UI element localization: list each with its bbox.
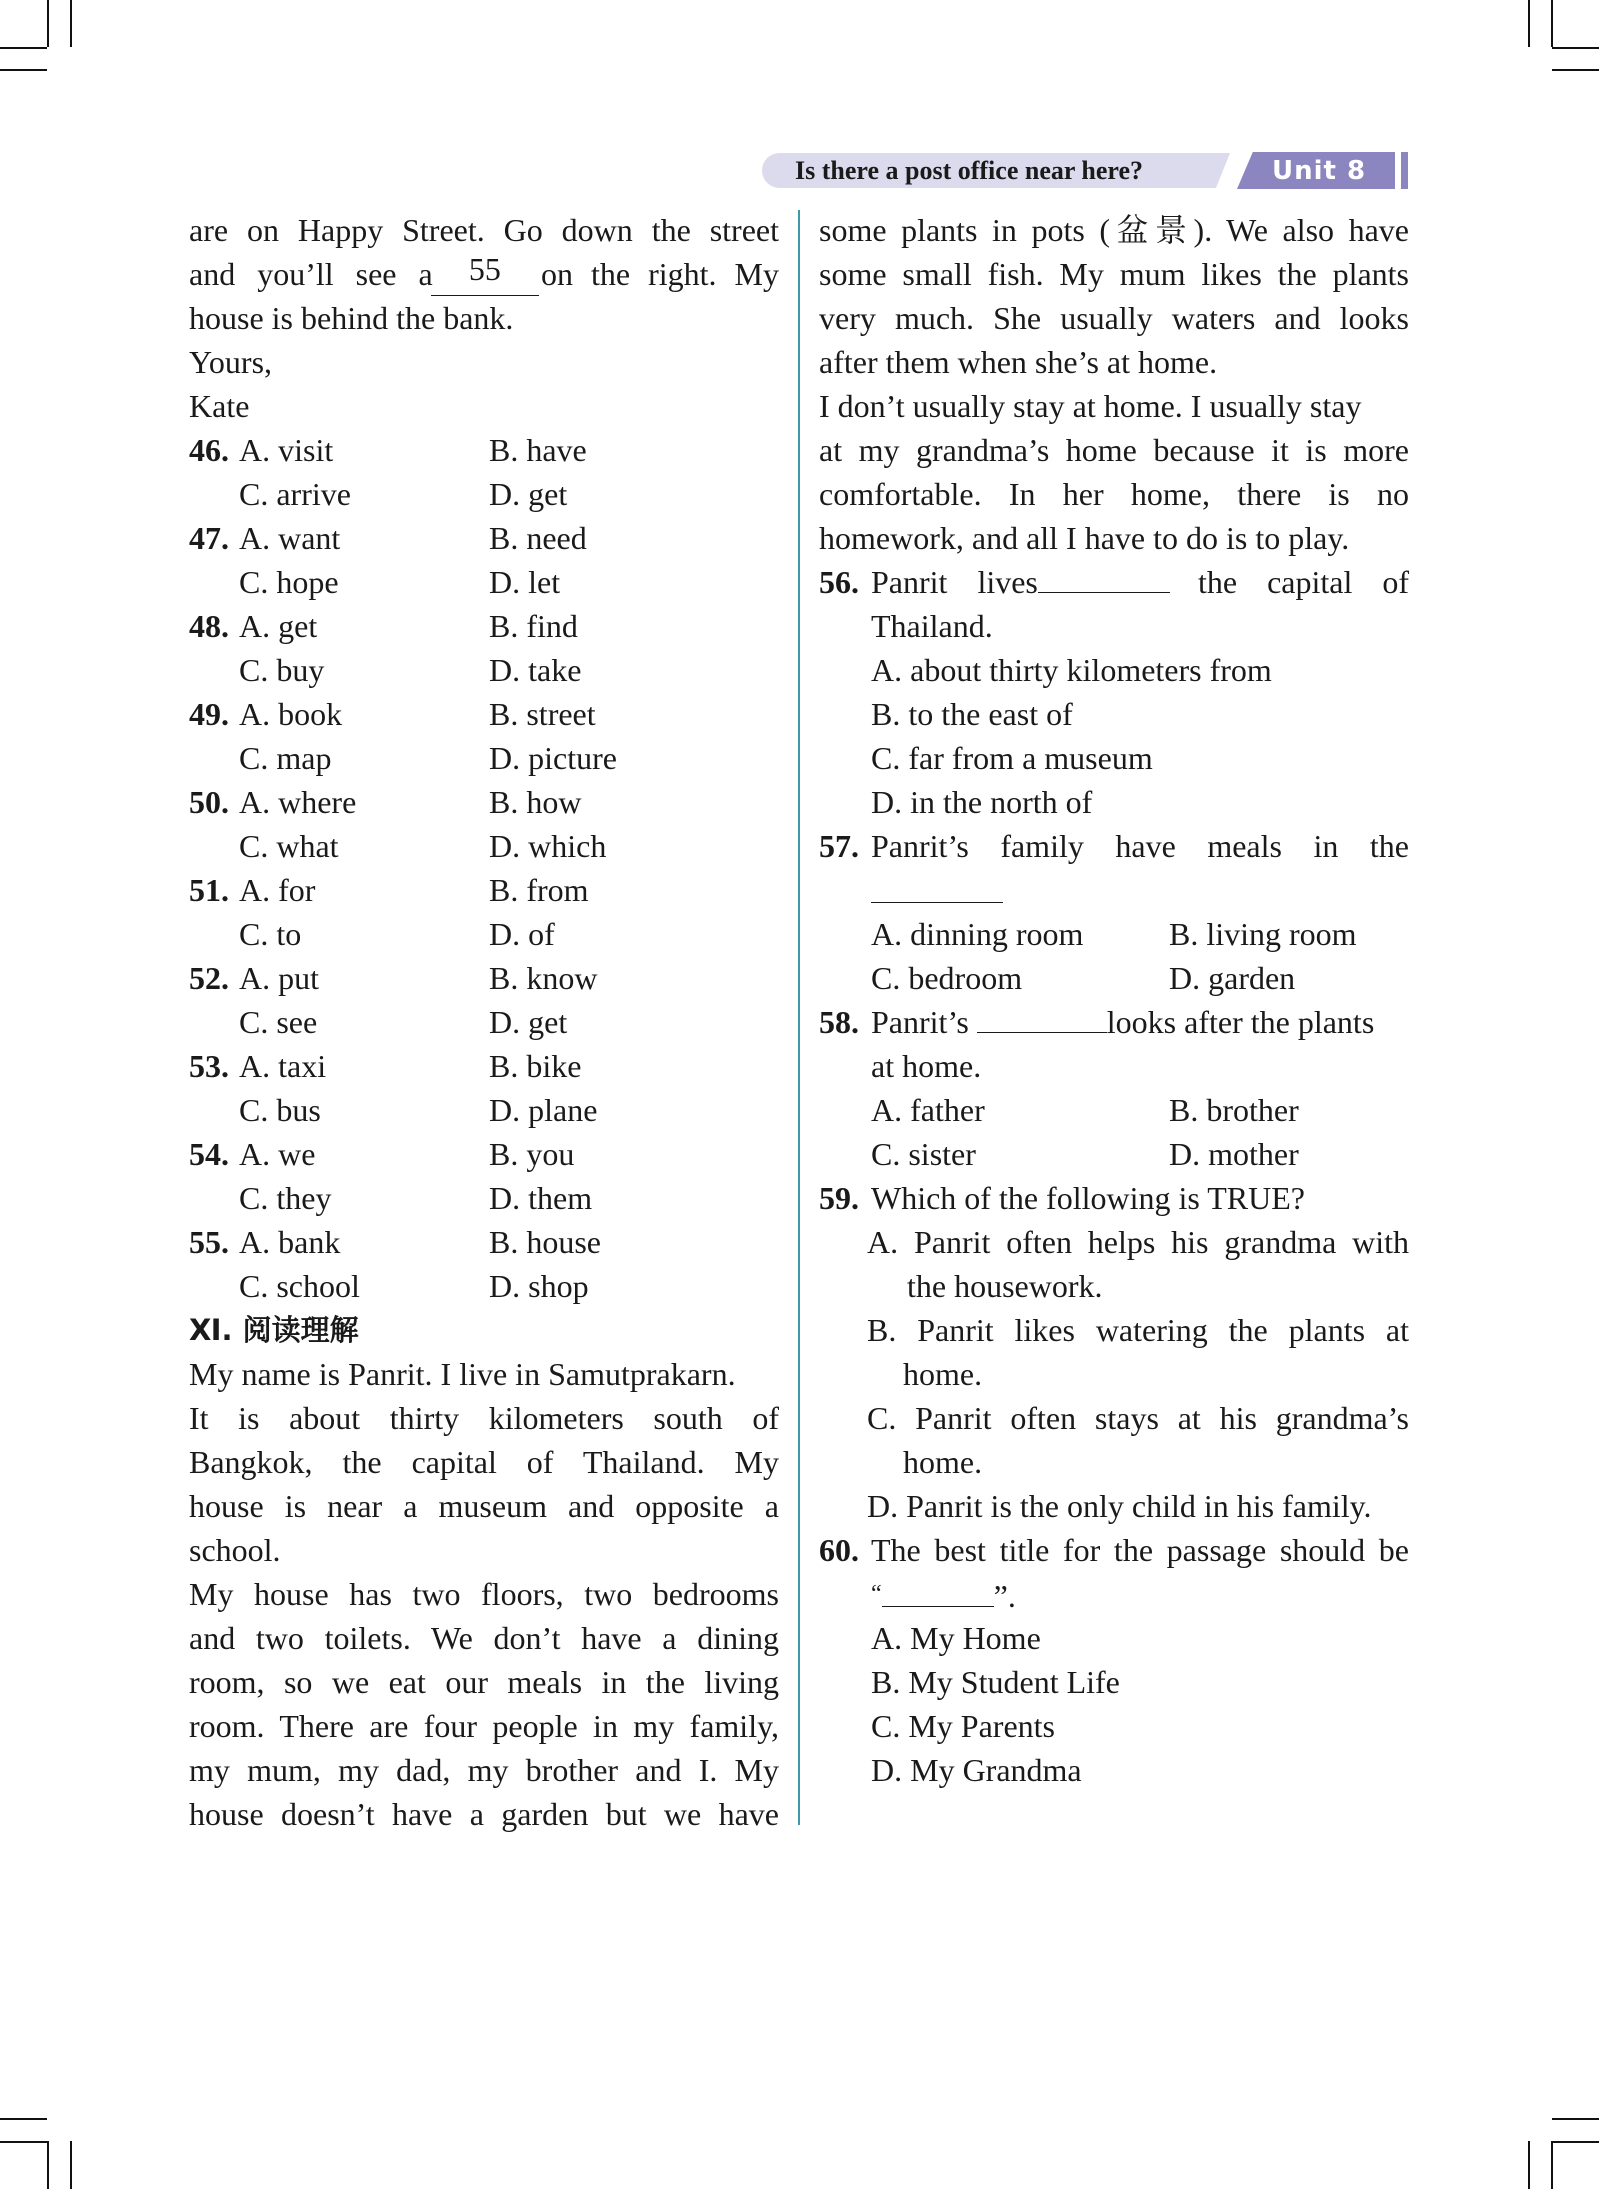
option-c[interactable]: C. school (239, 1268, 360, 1304)
crop-mark (70, 2141, 72, 2189)
stem-text: the capital of (1197, 564, 1409, 600)
question-number: 55. (189, 1224, 229, 1260)
question-number: 60. (819, 1532, 859, 1568)
cloze-options-row (189, 736, 779, 780)
crop-mark (1551, 0, 1553, 47)
option-a[interactable]: A. taxi (239, 1048, 327, 1084)
option-c[interactable]: C. bus (239, 1092, 321, 1128)
option-b[interactable]: B. you (489, 1136, 575, 1172)
column-divider (798, 210, 800, 1825)
option-b[interactable]: B. to the east of (871, 696, 1073, 732)
option-c[interactable]: C. they (239, 1180, 332, 1216)
option-c[interactable]: C. bedroom (871, 960, 1023, 996)
letter-line: house is behind the bank. (189, 300, 514, 336)
letter-line (189, 252, 779, 296)
cloze-options (189, 428, 779, 1308)
option-c[interactable]: C. My Parents (871, 1708, 1055, 1744)
answer-blank-line (871, 868, 1409, 912)
passage-line: house is near a museum and opposite a (189, 1488, 779, 1524)
option-c[interactable]: C. Panrit often stays at his grandma’s (867, 1400, 1409, 1436)
crop-mark (0, 2141, 47, 2143)
question-number: 58. (819, 1004, 859, 1040)
crop-mark (0, 47, 47, 49)
cloze-options-row (189, 1088, 779, 1132)
option-c[interactable]: C. what (239, 828, 339, 864)
cloze-question-55 (189, 1220, 779, 1264)
question-number: 56. (819, 564, 859, 600)
option-c[interactable]: C. arrive (239, 476, 351, 512)
passage-line: house doesn’t have a garden but we have (189, 1796, 779, 1832)
option-d[interactable]: D. Panrit is the only child in his family. (867, 1488, 1372, 1524)
stem-text: Panrit lives (871, 564, 1038, 600)
crop-mark (1552, 2118, 1599, 2120)
question-stem: Which of the following is TRUE? (871, 1180, 1305, 1216)
answer-blank[interactable] (1038, 592, 1170, 593)
option-b[interactable]: B. know (489, 960, 598, 996)
section-title: Ⅺ. 阅读理解 (189, 1313, 359, 1347)
option-d[interactable]: D. of (489, 916, 555, 952)
option-a[interactable]: A. visit (239, 432, 334, 468)
answer-blank[interactable] (871, 868, 1003, 903)
cloze-question-47 (189, 516, 779, 560)
option-d[interactable]: D. garden (1169, 960, 1296, 996)
cloze-options-row (189, 1264, 779, 1308)
passage-line: at my grandma’s home because it is more (819, 432, 1409, 468)
crop-mark (1552, 47, 1599, 49)
question-number: 47. (189, 520, 229, 556)
question-59 (819, 1176, 1409, 1528)
stem-text: at home. (871, 1048, 982, 1084)
question-number: 57. (819, 828, 859, 864)
question-number: 54. (189, 1136, 229, 1172)
question-number: 50. (189, 784, 229, 820)
answer-blank[interactable] (882, 1572, 994, 1607)
passage-line: my mum, my dad, my brother and I. My (189, 1752, 779, 1788)
option-a[interactable]: A. put (239, 960, 319, 996)
question-57 (819, 824, 1409, 1000)
cloze-options-row (189, 1000, 779, 1044)
option-b[interactable]: B. Panrit likes watering the plants at (867, 1312, 1409, 1348)
question-stem: Panrit’s family have meals in the (871, 828, 1409, 864)
option-d[interactable]: D. My Grandma (871, 1752, 1082, 1788)
question-number: 53. (189, 1048, 229, 1084)
option-a[interactable]: A. father (871, 1092, 985, 1128)
option-d[interactable]: D. take (489, 652, 582, 688)
option-a[interactable]: A. book (239, 696, 343, 732)
options-row (819, 956, 1409, 1000)
option-a[interactable]: A. about thirty kilometers from (871, 652, 1272, 688)
option-a[interactable]: A. bank (239, 1224, 341, 1260)
option-b[interactable]: B. need (489, 520, 587, 556)
question-number: 52. (189, 960, 229, 996)
option-b[interactable]: B. from (489, 872, 589, 908)
question-58 (819, 1000, 1409, 1176)
option-b-cont: home. (903, 1356, 983, 1392)
crop-mark (0, 2118, 47, 2120)
option-d[interactable]: D. get (489, 1004, 568, 1040)
option-a[interactable]: A. get (239, 608, 318, 644)
option-c[interactable]: C. buy (239, 652, 325, 688)
open-quote: “ (871, 1581, 882, 1607)
option-c[interactable]: C. to (239, 916, 302, 952)
option-d[interactable]: D. mother (1169, 1136, 1299, 1172)
crop-mark (47, 0, 49, 47)
cloze-question-48 (189, 604, 779, 648)
question-56 (819, 560, 1409, 824)
left-column (189, 208, 779, 1836)
option-b[interactable]: B. My Student Life (871, 1664, 1120, 1700)
right-column (819, 208, 1409, 1792)
options-row (819, 912, 1409, 956)
passage-line: comfortable. In her home, there is no (819, 476, 1409, 512)
cloze-options-row (189, 648, 779, 692)
header-edge-bar (1401, 152, 1408, 189)
letter-closing: Yours, (189, 344, 273, 380)
cloze-question-53 (189, 1044, 779, 1088)
crop-mark (1528, 2141, 1530, 2189)
crop-mark (0, 69, 47, 71)
option-a[interactable]: A. where (239, 784, 357, 820)
passage-line: My house has two floors, two bedrooms (189, 1576, 779, 1612)
question-number: 51. (189, 872, 229, 908)
option-d[interactable]: D. let (489, 564, 561, 600)
passage-line: It is about thirty kilometers south of (189, 1400, 779, 1436)
option-b[interactable]: B. find (489, 608, 578, 644)
option-b[interactable]: B. brother (1169, 1092, 1299, 1128)
cloze-question-50 (189, 780, 779, 824)
option-c[interactable]: C. map (239, 740, 332, 776)
cloze-question-52 (189, 956, 779, 1000)
passage-line: homework, and all I have to do is to play. (819, 520, 1350, 556)
answer-blank[interactable] (977, 1032, 1107, 1033)
option-a-cont: the housework. (907, 1268, 1103, 1304)
option-b[interactable]: B. house (489, 1224, 601, 1260)
close-quote: ”. (993, 1578, 1016, 1614)
reading-passage-left (189, 1352, 779, 1836)
passage-line: room, so we eat our meals in the living (189, 1664, 779, 1700)
option-b[interactable]: B. living room (1169, 916, 1357, 952)
passage-line: I don’t usually stay at home. I usually stay (819, 388, 1362, 424)
passage-line: some small fish. My mum likes the plants (819, 256, 1409, 292)
passage-line: and two toilets. We don’t have a dining (189, 1620, 779, 1656)
option-d[interactable]: D. shop (489, 1268, 589, 1304)
passage-line: after them when she’s at home. (819, 344, 1218, 380)
option-a[interactable]: A. dinning room (871, 916, 1084, 952)
stem-text: Thailand. (871, 608, 993, 644)
option-a[interactable]: A. want (239, 520, 341, 556)
option-c[interactable]: C. see (239, 1004, 318, 1040)
crop-mark (1551, 2141, 1553, 2189)
question-stem (871, 1000, 1409, 1044)
letter-line: are on Happy Street. Go down the street (189, 212, 779, 248)
crop-mark (1528, 0, 1530, 47)
passage-line: school. (189, 1532, 281, 1568)
stem-text: Panrit’s (871, 1004, 969, 1040)
cloze-options-row (189, 472, 779, 516)
option-d[interactable]: D. in the north of (871, 784, 1093, 820)
stem-text: looks after the plants (1106, 1004, 1375, 1040)
question-number: 46. (189, 432, 229, 468)
option-d[interactable]: D. which (489, 828, 607, 864)
cloze-blank-55[interactable]: 55 (431, 252, 539, 296)
cloze-question-54 (189, 1132, 779, 1176)
cloze-question-49 (189, 692, 779, 736)
letter-text: and you’ll see a (189, 256, 433, 292)
reading-passage-right (819, 208, 1409, 560)
question-60 (819, 1528, 1409, 1792)
cloze-options-row (189, 912, 779, 956)
option-c-cont: home. (903, 1444, 983, 1480)
option-d[interactable]: D. get (489, 476, 568, 512)
passage-line: very much. She usually waters and looks (819, 300, 1409, 336)
options-row (819, 1088, 1409, 1132)
cloze-options-row (189, 1176, 779, 1220)
crop-mark (1552, 2141, 1599, 2143)
crop-mark (47, 2141, 49, 2189)
option-a[interactable]: A. for (239, 872, 316, 908)
crop-mark (1552, 69, 1599, 71)
cloze-question-46 (189, 428, 779, 472)
option-a[interactable]: A. My Home (871, 1620, 1041, 1656)
option-c[interactable]: C. sister (871, 1136, 976, 1172)
options-row (819, 1132, 1409, 1176)
question-number: 48. (189, 608, 229, 644)
cloze-question-51 (189, 868, 779, 912)
header-unit-label: Unit 8 (1272, 156, 1367, 186)
passage-line: Bangkok, the capital of Thailand. My (189, 1444, 779, 1480)
option-c[interactable]: C. hope (239, 564, 339, 600)
question-stem: The best title for the passage should be (871, 1532, 1409, 1568)
crop-mark (70, 0, 72, 47)
question-number: 49. (189, 696, 229, 732)
passage-line: My name is Panrit. I live in Samutprakarn. (189, 1356, 736, 1392)
option-d[interactable]: D. picture (489, 740, 617, 776)
question-stem (871, 560, 1409, 604)
option-c[interactable]: C. far from a museum (871, 740, 1153, 776)
option-a[interactable]: A. Panrit often helps his grandma with (867, 1224, 1409, 1260)
option-b[interactable]: B. how (489, 784, 582, 820)
header-unit-title: Is there a post office near here? (795, 156, 1144, 185)
letter-signature: Kate (189, 388, 250, 424)
title-blank-line (871, 1572, 1409, 1616)
option-d[interactable]: D. plane (489, 1092, 598, 1128)
letter-text: on the right. My (541, 256, 779, 292)
cloze-options-row (189, 560, 779, 604)
option-b[interactable]: B. street (489, 696, 596, 732)
option-b[interactable]: B. have (489, 432, 587, 468)
passage-line: room. There are four people in my family, (189, 1708, 779, 1744)
option-a[interactable]: A. we (239, 1136, 316, 1172)
passage-line: some plants in pots (盆景). We also have (819, 212, 1409, 248)
option-d[interactable]: D. them (489, 1180, 593, 1216)
question-number: 59. (819, 1180, 859, 1216)
option-b[interactable]: B. bike (489, 1048, 582, 1084)
cloze-options-row (189, 824, 779, 868)
